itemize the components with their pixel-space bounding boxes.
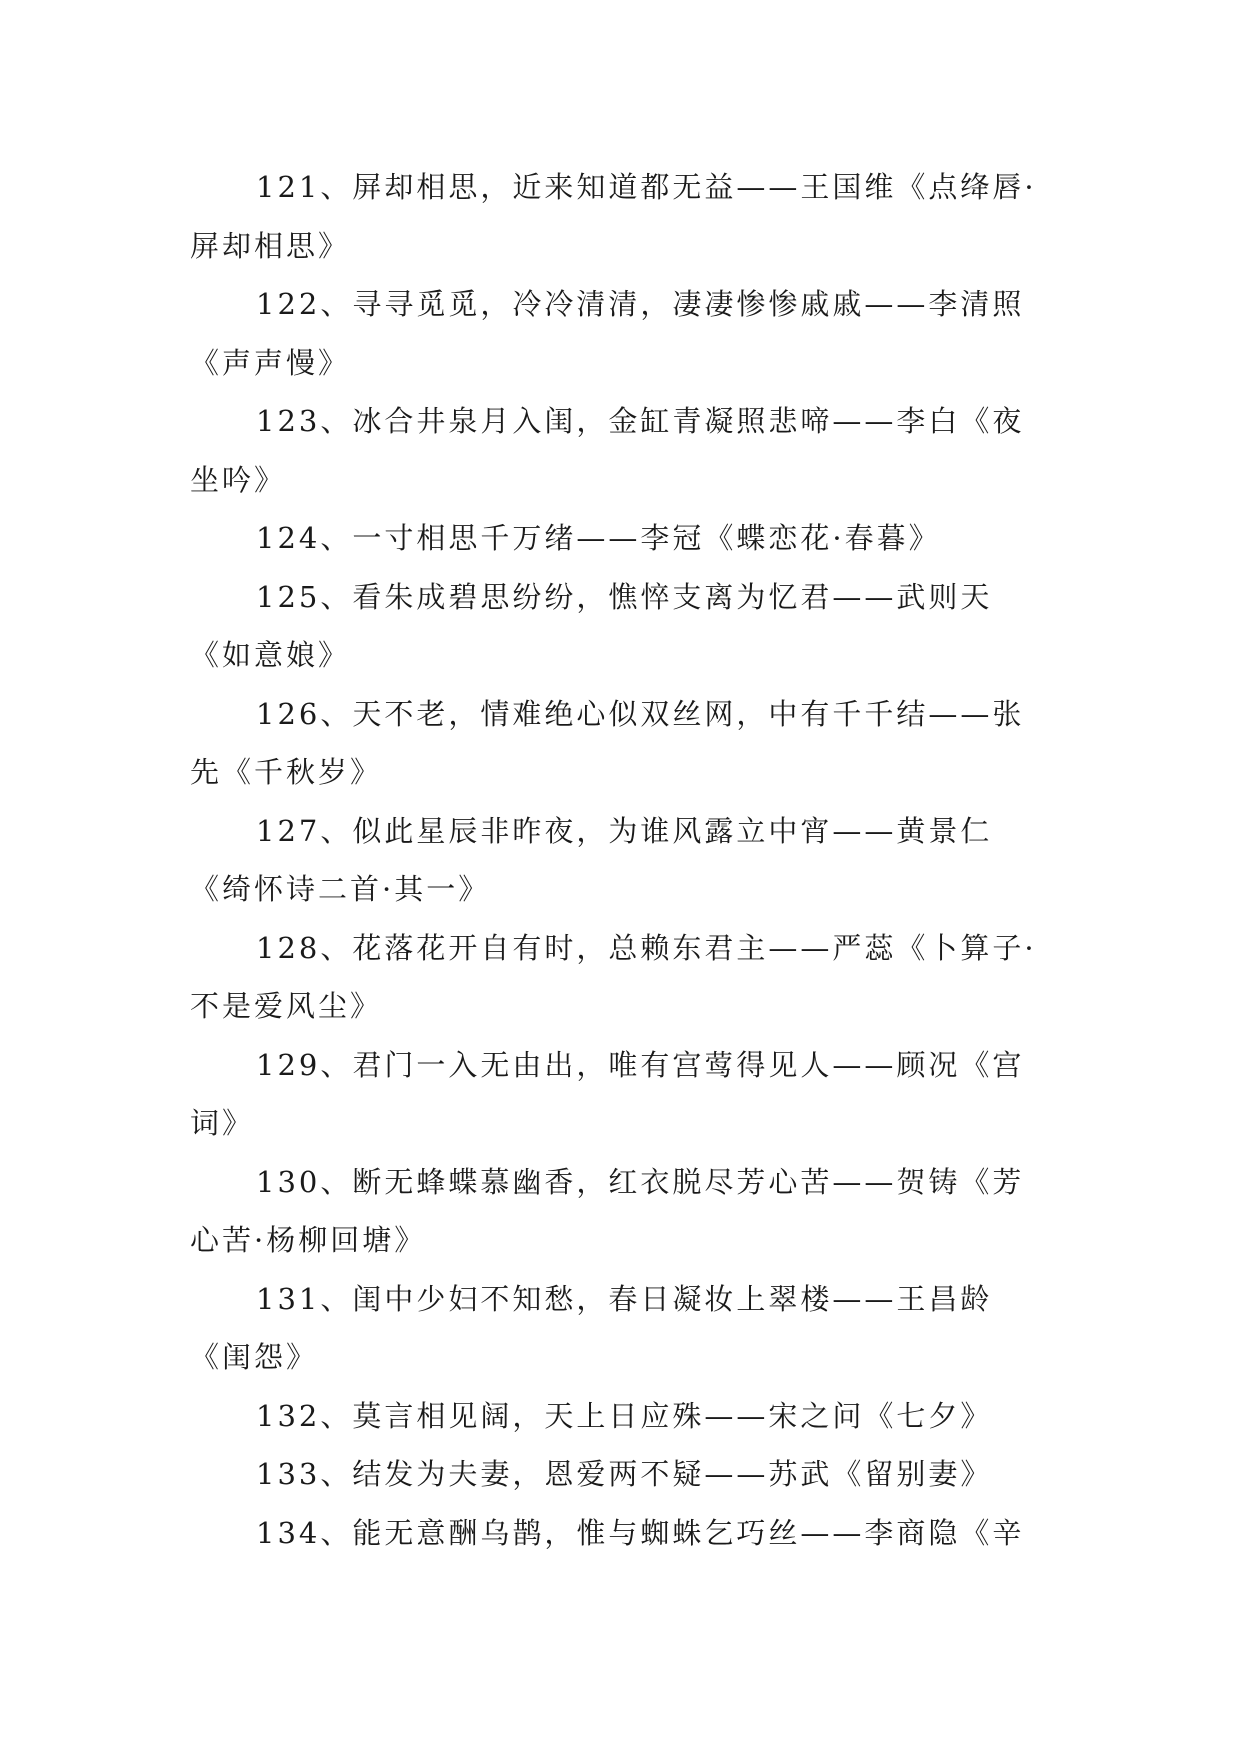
quote-entry-129: 129、君门一入无由出，唯有宫莺得见人——顾况《宫词》 [190,1047,1025,1140]
quote-entry-121: 121、屏却相思，近来知道都无益——王国维《点绛唇·屏却相思》 [190,170,1037,263]
quote-entry-123: 123、冰合井泉月入闺，金缸青凝照悲啼——李白《夜坐吟》 [190,404,1025,497]
quote-entry-128: 128、花落花开自有时，总赖东君主——严蕊《卜算子·不是爱风尘》 [190,930,1037,1023]
quote-entry-130: 130、断无蜂蝶慕幽香，红衣脱尽芳心苦——贺铸《芳心苦·杨柳回塘》 [190,1164,1025,1257]
quote-entry-131: 131、闺中少妇不知愁，春日凝妆上翠楼——王昌龄《闺怨》 [190,1281,993,1374]
quote-entry-134: 134、能无意酬乌鹊，惟与蜘蛛乞巧丝——李商隐《辛 [256,1515,1025,1550]
quote-entry-127: 127、似此星辰非昨夜，为谁风露立中宵——黄景仁《绮怀诗二首·其一》 [190,813,993,906]
quote-entry-122: 122、寻寻觅觅，冷冷清清，凄凄惨惨戚戚——李清照《声声慢》 [190,287,1025,380]
document-page [190,158,1052,1562]
quote-entry-125: 125、看朱成碧思纷纷，憔悴支离为忆君——武则天《如意娘》 [190,579,993,672]
quote-entry-124: 124、一寸相思千万绪——李冠《蝶恋花·春暮》 [256,521,941,555]
quote-entry-132: 132、莫言相见阔，天上日应殊——宋之问《七夕》 [256,1398,993,1433]
quote-entry-133: 133、结发为夫妻，恩爱两不疑——苏武《留别妻》 [256,1457,993,1491]
quote-entry-126: 126、天不老，情难绝心似双丝网，中有千千结——张先《千秋岁》 [190,696,1025,789]
